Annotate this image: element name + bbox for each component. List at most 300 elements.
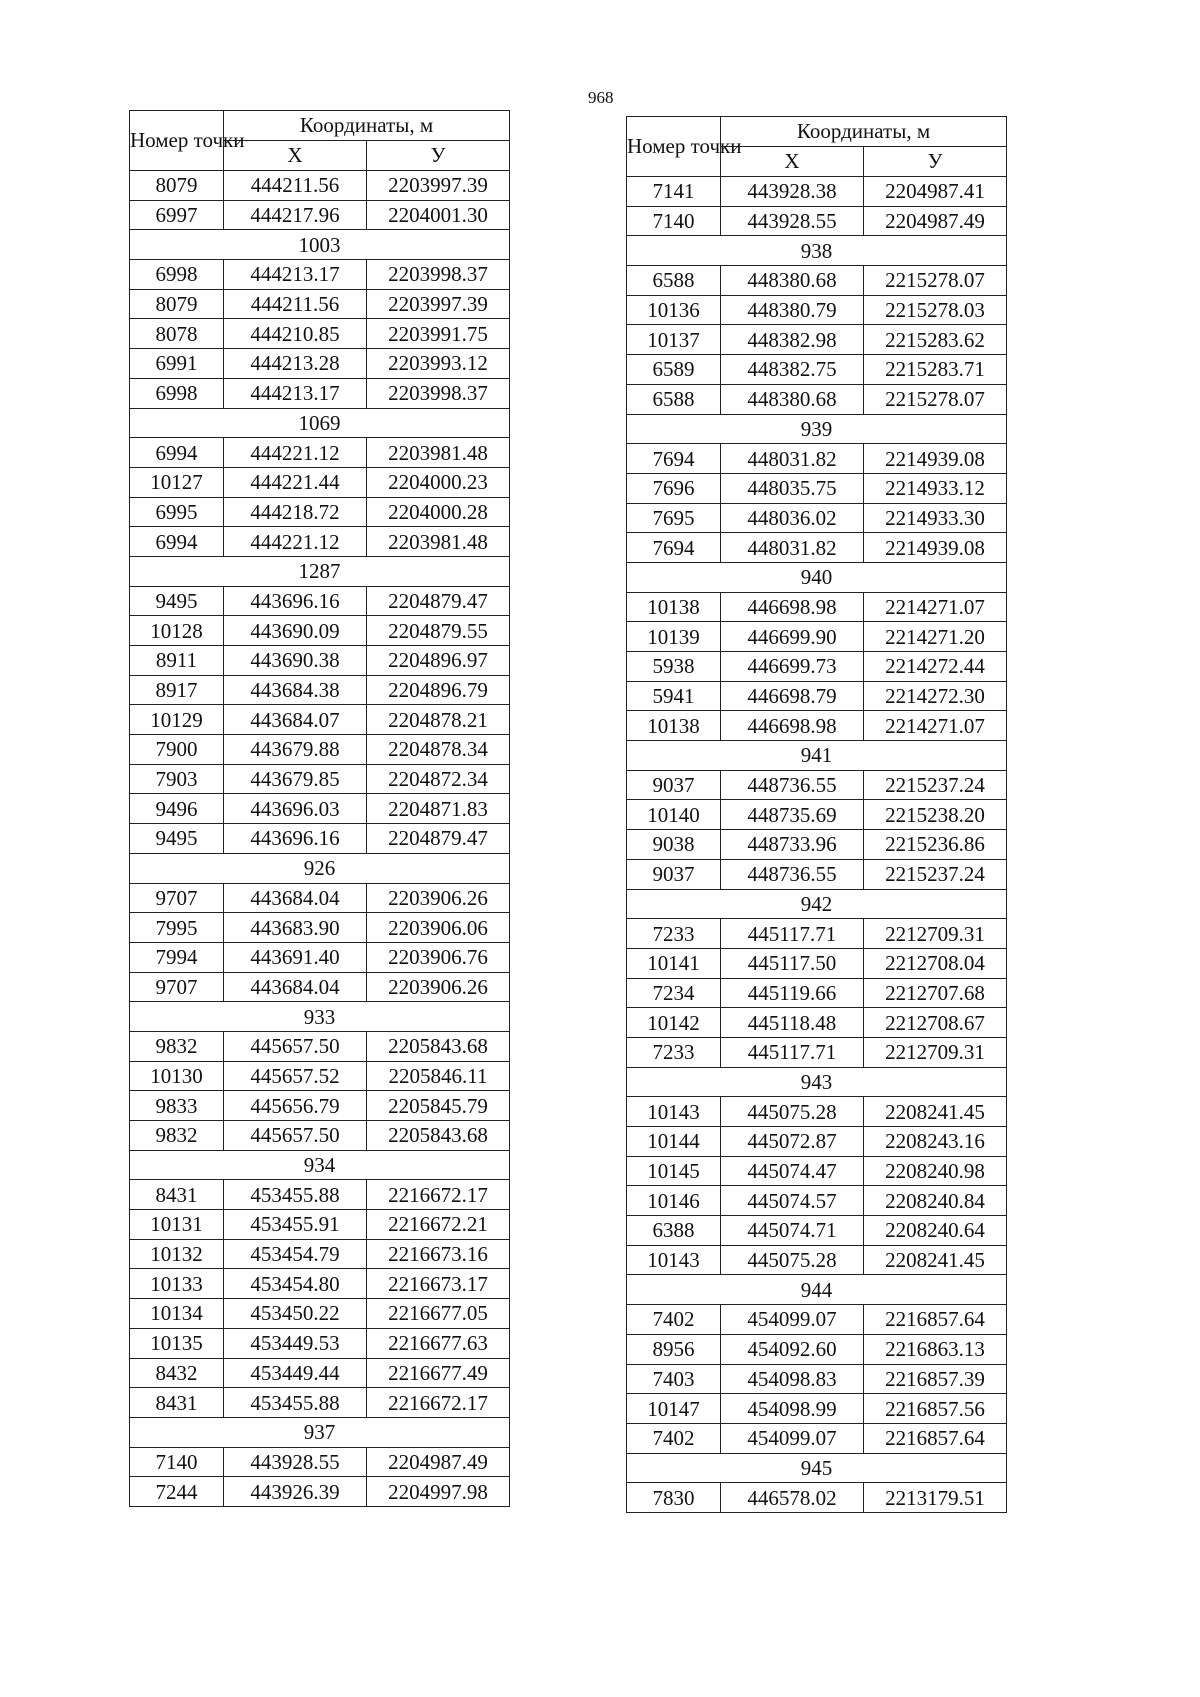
parcel-number: 943 (627, 1067, 1007, 1097)
x-coordinate-cell: 454092.60 (721, 1334, 864, 1364)
table-row (627, 177, 1007, 207)
table-row (627, 266, 1007, 296)
y-coordinate-cell: 2204000.28 (367, 497, 510, 527)
point-number-cell: 10136 (627, 295, 721, 325)
x-coordinate-cell: 453455.88 (224, 1180, 367, 1210)
x-coordinate-cell: 448036.02 (721, 503, 864, 533)
x-coordinate-cell: 443696.16 (224, 586, 367, 616)
y-coordinate-cell: 2215283.62 (864, 325, 1007, 355)
table-row (130, 1269, 510, 1299)
y-coordinate-cell: 2216673.17 (367, 1269, 510, 1299)
y-coordinate-cell: 2214272.30 (864, 681, 1007, 711)
y-coordinate-cell: 2205843.68 (367, 1121, 510, 1151)
parcel-group-row (627, 1453, 1007, 1483)
y-coordinate-cell: 2215278.07 (864, 384, 1007, 414)
x-coordinate-cell: 445657.52 (224, 1061, 367, 1091)
table-row (130, 646, 510, 676)
table-row (627, 652, 1007, 682)
point-number-cell: 6995 (130, 497, 224, 527)
y-coordinate-cell: 2204001.30 (367, 200, 510, 230)
y-coordinate-cell: 2214272.44 (864, 652, 1007, 682)
y-coordinate-cell: 2204879.47 (367, 824, 510, 854)
y-coordinate-cell: 2204871.83 (367, 794, 510, 824)
table-row (130, 1121, 510, 1151)
y-coordinate-cell: 2203906.06 (367, 913, 510, 943)
x-coordinate-cell: 444221.12 (224, 438, 367, 468)
y-coordinate-cell: 2212709.31 (864, 919, 1007, 949)
table-row (130, 171, 510, 201)
table-row (627, 948, 1007, 978)
table-row (627, 444, 1007, 474)
x-coordinate-cell: 445117.50 (721, 948, 864, 978)
y-coordinate-cell: 2213179.51 (864, 1483, 1007, 1513)
table-row (627, 681, 1007, 711)
y-coordinate-cell: 2212708.67 (864, 1008, 1007, 1038)
point-number-cell: 9832 (130, 1121, 224, 1151)
table-row (627, 1394, 1007, 1424)
table-row (130, 1239, 510, 1269)
table-row (130, 735, 510, 765)
y-coordinate-cell: 2204987.41 (864, 177, 1007, 207)
point-number-cell: 10130 (130, 1061, 224, 1091)
table-row (130, 675, 510, 705)
x-coordinate-cell: 443684.07 (224, 705, 367, 735)
point-number-cell: 9037 (627, 859, 721, 889)
parcel-number: 942 (627, 889, 1007, 919)
table-row (130, 913, 510, 943)
parcel-group-row (627, 889, 1007, 919)
parcel-number: 937 (130, 1417, 510, 1447)
y-coordinate-cell: 2214939.08 (864, 533, 1007, 563)
table-row (130, 289, 510, 319)
point-number-cell: 8079 (130, 171, 224, 201)
x-coordinate-cell: 454099.07 (721, 1305, 864, 1335)
table-row (627, 1305, 1007, 1335)
table-row (130, 824, 510, 854)
table-row (130, 467, 510, 497)
table-row (627, 1216, 1007, 1246)
point-number-cell: 9707 (130, 972, 224, 1002)
table-row (130, 1388, 510, 1418)
parcel-group-row (130, 408, 510, 438)
x-coordinate-cell: 453455.88 (224, 1388, 367, 1418)
point-number-cell: 10131 (130, 1210, 224, 1240)
table-row (130, 1358, 510, 1388)
x-coordinate-cell: 448733.96 (721, 830, 864, 860)
table-row (627, 770, 1007, 800)
x-coordinate-cell: 453449.53 (224, 1328, 367, 1358)
table-row (627, 473, 1007, 503)
point-number-cell: 7694 (627, 533, 721, 563)
table-row (130, 1210, 510, 1240)
point-number-cell: 8431 (130, 1388, 224, 1418)
x-coordinate-cell: 443696.16 (224, 824, 367, 854)
x-coordinate-cell: 445117.71 (721, 1037, 864, 1067)
table-row (130, 586, 510, 616)
table-row (627, 978, 1007, 1008)
y-coordinate-cell: 2215237.24 (864, 770, 1007, 800)
table-body-left (130, 171, 510, 1507)
point-number-cell: 8432 (130, 1358, 224, 1388)
y-coordinate-cell: 2214933.12 (864, 473, 1007, 503)
point-number-cell: 9833 (130, 1091, 224, 1121)
point-number-cell: 9038 (627, 830, 721, 860)
y-coordinate-cell: 2203997.39 (367, 171, 510, 201)
x-coordinate-cell: 448382.98 (721, 325, 864, 355)
point-number-cell: 10144 (627, 1127, 721, 1157)
table-row (627, 206, 1007, 236)
point-number-cell: 7900 (130, 735, 224, 765)
x-coordinate-cell: 443683.90 (224, 913, 367, 943)
x-coordinate-cell: 444217.96 (224, 200, 367, 230)
point-number-cell: 7695 (627, 503, 721, 533)
table-row (130, 349, 510, 379)
point-number-cell: 7233 (627, 919, 721, 949)
y-coordinate-cell: 2214933.30 (864, 503, 1007, 533)
parcel-number: 1003 (130, 230, 510, 260)
table-row (627, 503, 1007, 533)
x-coordinate-cell: 454098.83 (721, 1364, 864, 1394)
x-coordinate-cell: 445118.48 (721, 1008, 864, 1038)
table-row (130, 260, 510, 290)
table-row (130, 942, 510, 972)
x-coordinate-cell: 454098.99 (721, 1394, 864, 1424)
table-row (627, 800, 1007, 830)
header-coordinates: Координаты, м (224, 111, 510, 141)
x-coordinate-cell: 444218.72 (224, 497, 367, 527)
point-number-cell: 10142 (627, 1008, 721, 1038)
point-number-cell: 10127 (130, 467, 224, 497)
y-coordinate-cell: 2215238.20 (864, 800, 1007, 830)
point-number-cell: 9495 (130, 586, 224, 616)
x-coordinate-cell: 446698.98 (721, 592, 864, 622)
table-row (130, 200, 510, 230)
x-coordinate-cell: 443928.55 (721, 206, 864, 236)
y-coordinate-cell: 2204987.49 (367, 1447, 510, 1477)
y-coordinate-cell: 2203981.48 (367, 527, 510, 557)
parcel-number: 941 (627, 741, 1007, 771)
x-coordinate-cell: 443690.38 (224, 646, 367, 676)
y-coordinate-cell: 2216677.05 (367, 1299, 510, 1329)
point-number-cell: 10128 (130, 616, 224, 646)
y-coordinate-cell: 2216857.39 (864, 1364, 1007, 1394)
x-coordinate-cell: 444213.17 (224, 260, 367, 290)
parcel-number: 1287 (130, 556, 510, 586)
parcel-group-row (627, 236, 1007, 266)
point-number-cell: 9707 (130, 883, 224, 913)
y-coordinate-cell: 2203993.12 (367, 349, 510, 379)
point-number-cell: 8431 (130, 1180, 224, 1210)
x-coordinate-cell: 453454.80 (224, 1269, 367, 1299)
y-coordinate-cell: 2204896.97 (367, 646, 510, 676)
point-number-cell: 10133 (130, 1269, 224, 1299)
y-coordinate-cell: 2216857.64 (864, 1305, 1007, 1335)
table-row (627, 1334, 1007, 1364)
parcel-group-row (627, 1275, 1007, 1305)
x-coordinate-cell: 445074.57 (721, 1186, 864, 1216)
point-number-cell: 10138 (627, 711, 721, 741)
table-row (130, 705, 510, 735)
header-x: X (224, 141, 367, 171)
y-coordinate-cell: 2203981.48 (367, 438, 510, 468)
point-number-cell: 8911 (130, 646, 224, 676)
table-row (130, 438, 510, 468)
y-coordinate-cell: 2215278.07 (864, 266, 1007, 296)
x-coordinate-cell: 453450.22 (224, 1299, 367, 1329)
x-coordinate-cell: 444213.28 (224, 349, 367, 379)
table-row (627, 859, 1007, 889)
x-coordinate-cell: 448735.69 (721, 800, 864, 830)
x-coordinate-cell: 448031.82 (721, 444, 864, 474)
table-row (130, 1447, 510, 1477)
point-number-cell: 10143 (627, 1245, 721, 1275)
x-coordinate-cell: 448380.68 (721, 266, 864, 296)
table-row (627, 1156, 1007, 1186)
table-row (130, 378, 510, 408)
x-coordinate-cell: 448031.82 (721, 533, 864, 563)
parcel-group-row (627, 414, 1007, 444)
x-coordinate-cell: 443928.55 (224, 1447, 367, 1477)
table-row (130, 883, 510, 913)
table-row (627, 1127, 1007, 1157)
table-row (627, 592, 1007, 622)
parcel-number: 933 (130, 1002, 510, 1032)
point-number-cell: 6991 (130, 349, 224, 379)
table-row (130, 497, 510, 527)
x-coordinate-cell: 445656.79 (224, 1091, 367, 1121)
y-coordinate-cell: 2204879.55 (367, 616, 510, 646)
x-coordinate-cell: 443679.85 (224, 764, 367, 794)
y-coordinate-cell: 2204879.47 (367, 586, 510, 616)
x-coordinate-cell: 444210.85 (224, 319, 367, 349)
point-number-cell: 9832 (130, 1031, 224, 1061)
y-coordinate-cell: 2204878.21 (367, 705, 510, 735)
y-coordinate-cell: 2212709.31 (864, 1037, 1007, 1067)
y-coordinate-cell: 2216857.64 (864, 1423, 1007, 1453)
point-number-cell: 6588 (627, 384, 721, 414)
table-row (627, 622, 1007, 652)
y-coordinate-cell: 2208241.45 (864, 1097, 1007, 1127)
table-row (627, 1245, 1007, 1275)
x-coordinate-cell: 446578.02 (721, 1483, 864, 1513)
y-coordinate-cell: 2203906.26 (367, 883, 510, 913)
point-number-cell: 5941 (627, 681, 721, 711)
point-number-cell: 10138 (627, 592, 721, 622)
point-number-cell: 5938 (627, 652, 721, 682)
y-coordinate-cell: 2216677.49 (367, 1358, 510, 1388)
point-number-cell: 10139 (627, 622, 721, 652)
x-coordinate-cell: 443684.04 (224, 972, 367, 1002)
point-number-cell: 7141 (627, 177, 721, 207)
table-row (130, 319, 510, 349)
point-number-cell: 10135 (130, 1328, 224, 1358)
x-coordinate-cell: 454099.07 (721, 1423, 864, 1453)
table-row (130, 1091, 510, 1121)
point-number-cell: 7140 (627, 206, 721, 236)
y-coordinate-cell: 2204987.49 (864, 206, 1007, 236)
x-coordinate-cell: 443691.40 (224, 942, 367, 972)
point-number-cell: 9496 (130, 794, 224, 824)
point-number-cell: 10141 (627, 948, 721, 978)
y-coordinate-cell: 2215278.03 (864, 295, 1007, 325)
parcel-number: 939 (627, 414, 1007, 444)
point-number-cell: 7830 (627, 1483, 721, 1513)
point-number-cell: 7995 (130, 913, 224, 943)
x-coordinate-cell: 445072.87 (721, 1127, 864, 1157)
y-coordinate-cell: 2214939.08 (864, 444, 1007, 474)
x-coordinate-cell: 445117.71 (721, 919, 864, 949)
x-coordinate-cell: 443679.88 (224, 735, 367, 765)
table-row (627, 1097, 1007, 1127)
y-coordinate-cell: 2208241.45 (864, 1245, 1007, 1275)
x-coordinate-cell: 443926.39 (224, 1477, 367, 1507)
x-coordinate-cell: 444211.56 (224, 171, 367, 201)
x-coordinate-cell: 446699.90 (721, 622, 864, 652)
table-row (627, 830, 1007, 860)
point-number-cell: 10140 (627, 800, 721, 830)
point-number-cell: 6589 (627, 355, 721, 385)
x-coordinate-cell: 448380.68 (721, 384, 864, 414)
point-number-cell: 10143 (627, 1097, 721, 1127)
x-coordinate-cell: 443696.03 (224, 794, 367, 824)
point-number-cell: 6588 (627, 266, 721, 296)
y-coordinate-cell: 2216857.56 (864, 1394, 1007, 1424)
y-coordinate-cell: 2212708.04 (864, 948, 1007, 978)
x-coordinate-cell: 443684.38 (224, 675, 367, 705)
header-coordinates: Координаты, м (721, 117, 1007, 147)
y-coordinate-cell: 2215236.86 (864, 830, 1007, 860)
y-coordinate-cell: 2216677.63 (367, 1328, 510, 1358)
x-coordinate-cell: 446699.73 (721, 652, 864, 682)
y-coordinate-cell: 2208240.98 (864, 1156, 1007, 1186)
y-coordinate-cell: 2216672.17 (367, 1388, 510, 1418)
point-number-cell: 6998 (130, 378, 224, 408)
x-coordinate-cell: 445657.50 (224, 1121, 367, 1151)
y-coordinate-cell: 2204878.34 (367, 735, 510, 765)
y-coordinate-cell: 2205846.11 (367, 1061, 510, 1091)
point-number-cell: 6998 (130, 260, 224, 290)
parcel-group-row (627, 1067, 1007, 1097)
table-row (130, 1328, 510, 1358)
table-body-right (627, 177, 1007, 1513)
table-row (130, 1180, 510, 1210)
parcel-number: 1069 (130, 408, 510, 438)
y-coordinate-cell: 2204000.23 (367, 467, 510, 497)
x-coordinate-cell: 448380.79 (721, 295, 864, 325)
parcel-number: 934 (130, 1150, 510, 1180)
point-number-cell: 6994 (130, 438, 224, 468)
y-coordinate-cell: 2216863.13 (864, 1334, 1007, 1364)
x-coordinate-cell: 453454.79 (224, 1239, 367, 1269)
table-row (130, 794, 510, 824)
table-row (627, 1186, 1007, 1216)
point-number-cell: 9495 (130, 824, 224, 854)
point-number-cell: 10145 (627, 1156, 721, 1186)
table-row (627, 325, 1007, 355)
parcel-number: 945 (627, 1453, 1007, 1483)
point-number-cell: 6994 (130, 527, 224, 557)
parcel-group-row (130, 230, 510, 260)
x-coordinate-cell: 445657.50 (224, 1031, 367, 1061)
parcel-group-row (130, 853, 510, 883)
point-number-cell: 10146 (627, 1186, 721, 1216)
y-coordinate-cell: 2212707.68 (864, 978, 1007, 1008)
x-coordinate-cell: 444221.44 (224, 467, 367, 497)
y-coordinate-cell: 2204896.79 (367, 675, 510, 705)
y-coordinate-cell: 2214271.07 (864, 711, 1007, 741)
coordinates-table-right (626, 116, 1007, 1513)
y-coordinate-cell: 2203906.26 (367, 972, 510, 1002)
parcel-number: 944 (627, 1275, 1007, 1305)
x-coordinate-cell: 446698.79 (721, 681, 864, 711)
x-coordinate-cell: 446698.98 (721, 711, 864, 741)
point-number-cell: 10129 (130, 705, 224, 735)
point-number-cell: 6388 (627, 1216, 721, 1246)
y-coordinate-cell: 2216672.17 (367, 1180, 510, 1210)
y-coordinate-cell: 2208240.84 (864, 1186, 1007, 1216)
parcel-group-row (627, 741, 1007, 771)
y-coordinate-cell: 2205845.79 (367, 1091, 510, 1121)
table-row (130, 1061, 510, 1091)
point-number-cell: 8079 (130, 289, 224, 319)
table-row (130, 527, 510, 557)
page-number: 968 (588, 88, 614, 107)
y-coordinate-cell: 2203997.39 (367, 289, 510, 319)
table-row (130, 1477, 510, 1507)
header-y: У (367, 141, 510, 171)
point-number-cell: 7140 (130, 1447, 224, 1477)
point-number-cell: 9037 (627, 770, 721, 800)
parcel-group-row (130, 1150, 510, 1180)
parcel-group-row (130, 1002, 510, 1032)
point-number-cell: 10132 (130, 1239, 224, 1269)
y-coordinate-cell: 2203998.37 (367, 378, 510, 408)
table-row (627, 384, 1007, 414)
header-point-number: Номер точки (627, 117, 721, 177)
table-row (130, 616, 510, 646)
table-row (130, 764, 510, 794)
x-coordinate-cell: 444221.12 (224, 527, 367, 557)
header-y: У (864, 147, 1007, 177)
header-point-number: Номер точки (130, 111, 224, 171)
table-row (627, 1037, 1007, 1067)
table-row (627, 1364, 1007, 1394)
x-coordinate-cell: 448382.75 (721, 355, 864, 385)
table-row (627, 1483, 1007, 1513)
x-coordinate-cell: 443928.38 (721, 177, 864, 207)
y-coordinate-cell: 2216673.16 (367, 1239, 510, 1269)
table-row (627, 919, 1007, 949)
point-number-cell: 8917 (130, 675, 224, 705)
parcel-group-row (130, 1417, 510, 1447)
x-coordinate-cell: 445074.47 (721, 1156, 864, 1186)
x-coordinate-cell: 453449.44 (224, 1358, 367, 1388)
table-row (627, 295, 1007, 325)
table-row (627, 1008, 1007, 1038)
y-coordinate-cell: 2203998.37 (367, 260, 510, 290)
point-number-cell: 8956 (627, 1334, 721, 1364)
y-coordinate-cell: 2204997.98 (367, 1477, 510, 1507)
y-coordinate-cell: 2208240.64 (864, 1216, 1007, 1246)
point-number-cell: 10134 (130, 1299, 224, 1329)
y-coordinate-cell: 2208243.16 (864, 1127, 1007, 1157)
point-number-cell: 7402 (627, 1305, 721, 1335)
parcel-group-row (130, 556, 510, 586)
x-coordinate-cell: 445075.28 (721, 1245, 864, 1275)
x-coordinate-cell: 448736.55 (721, 859, 864, 889)
x-coordinate-cell: 445075.28 (721, 1097, 864, 1127)
x-coordinate-cell: 448035.75 (721, 473, 864, 503)
